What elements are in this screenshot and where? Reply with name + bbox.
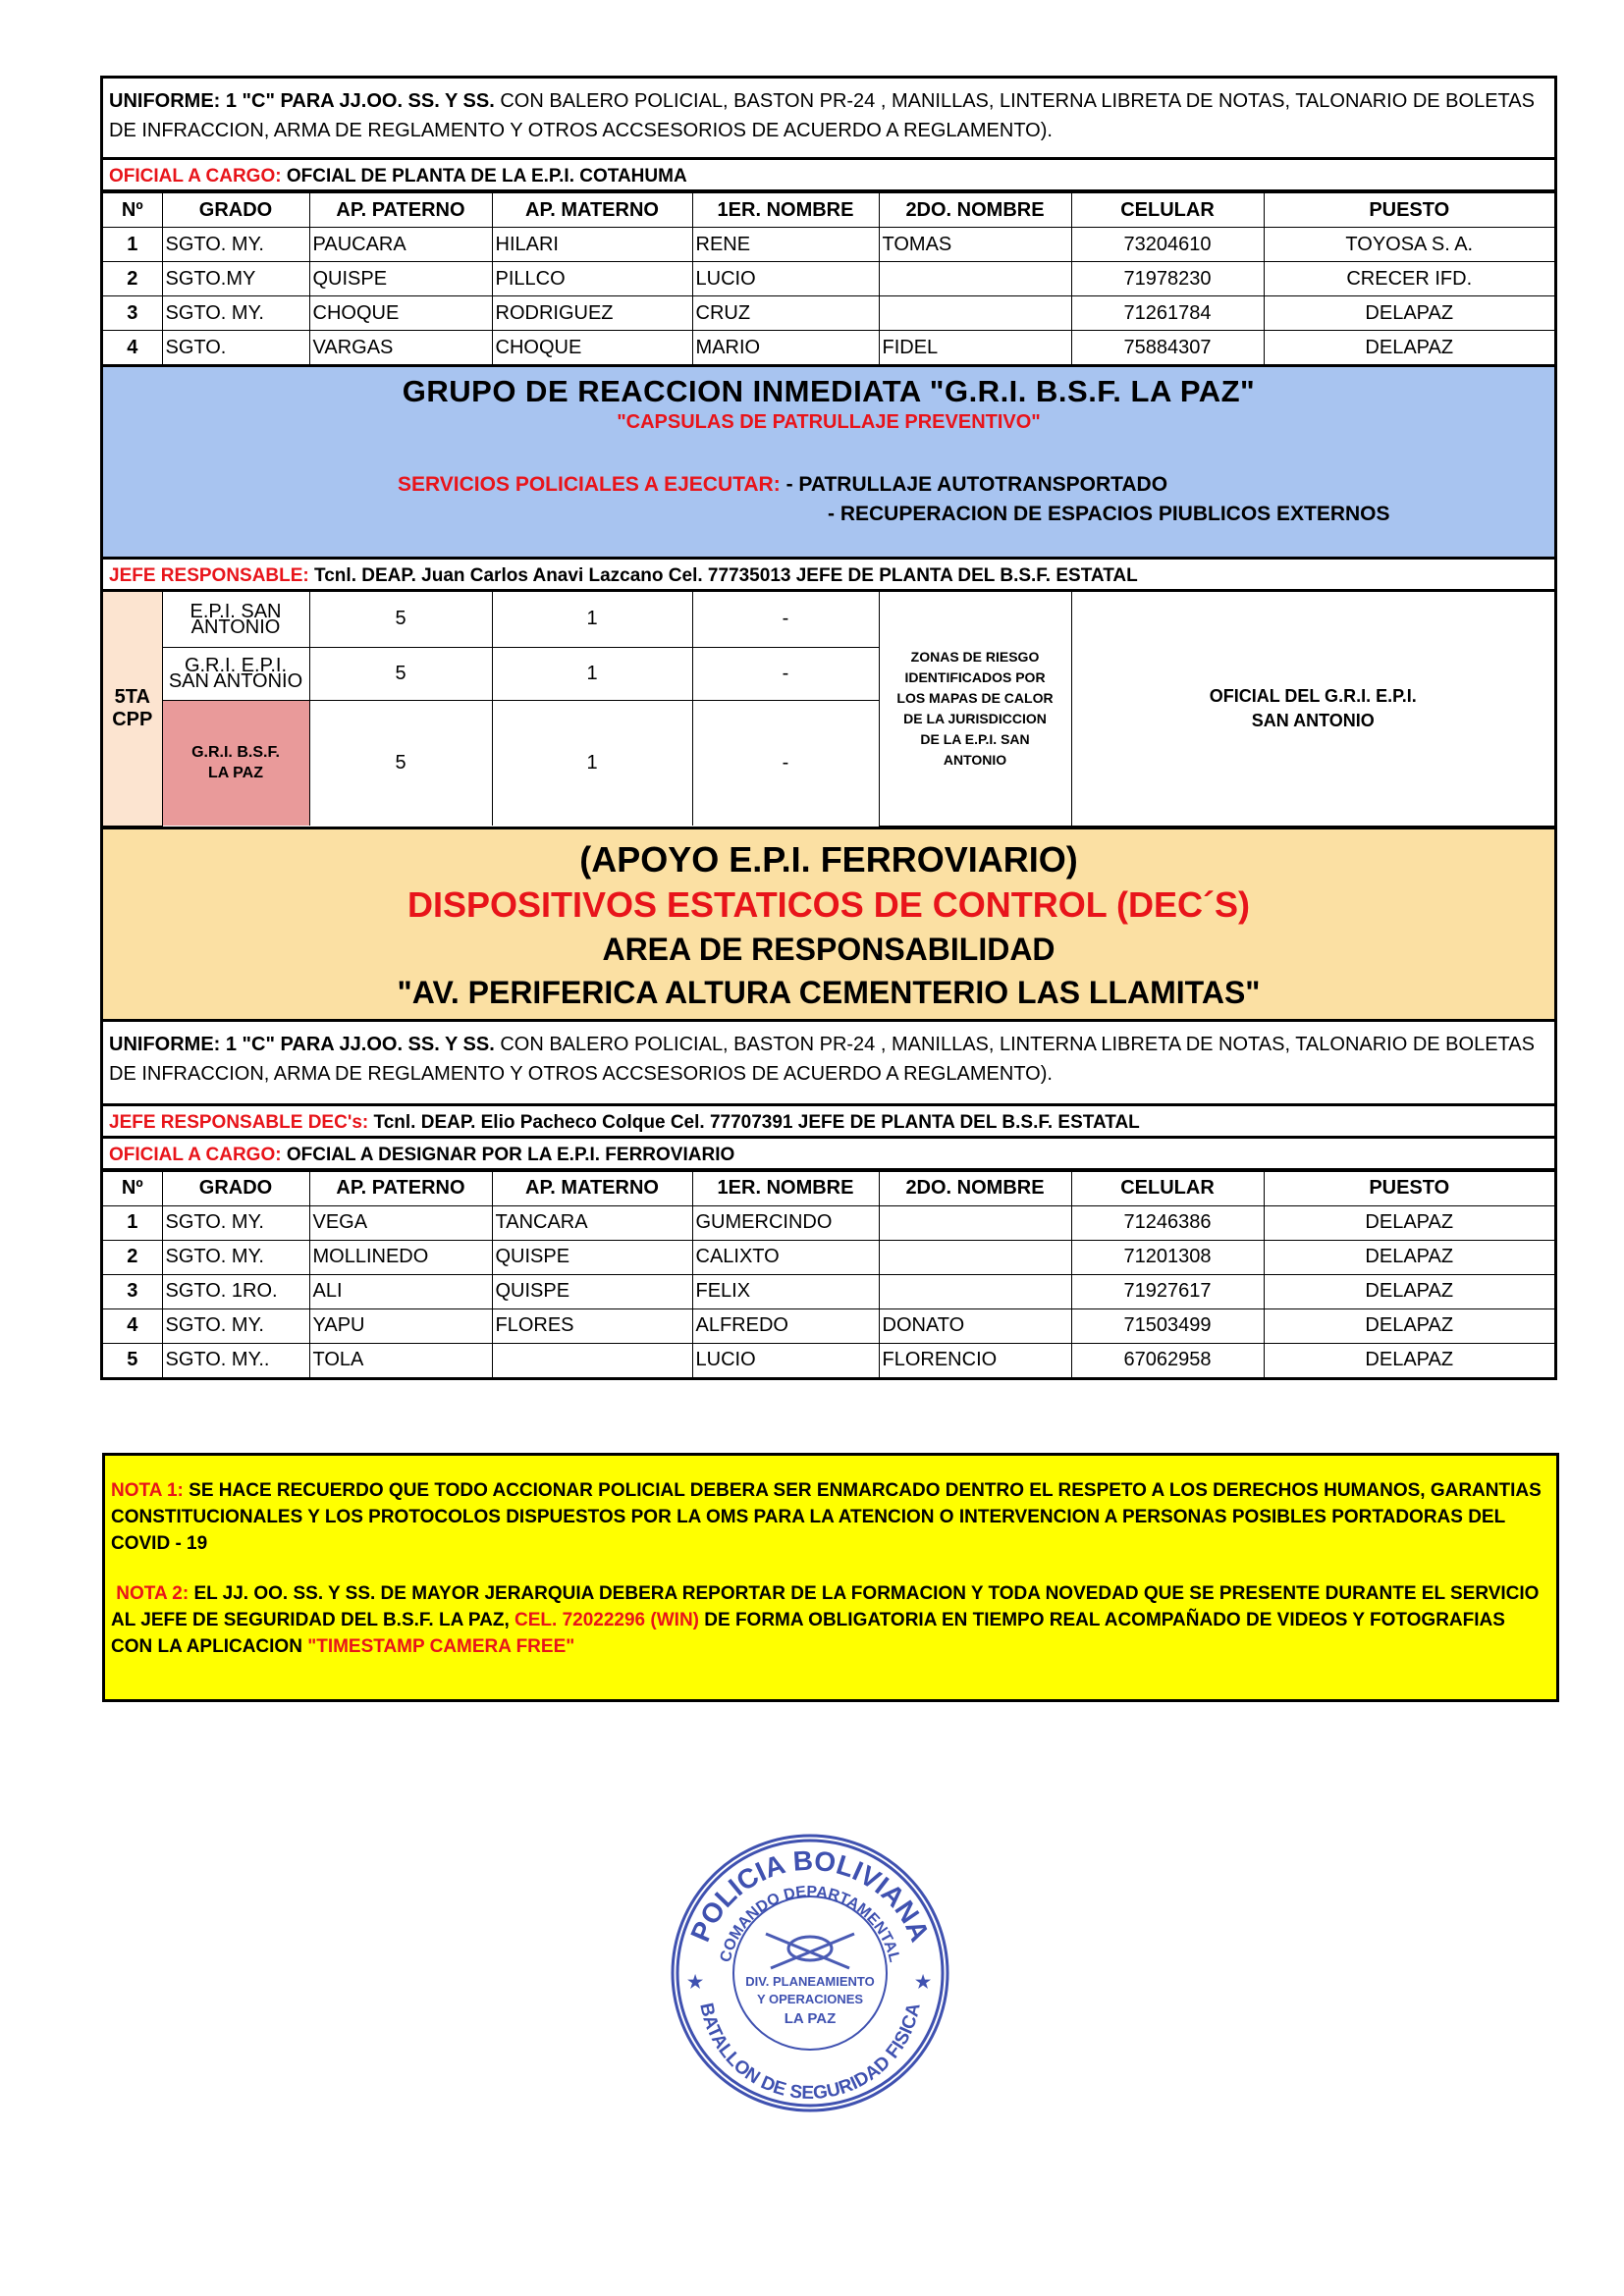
table-row xyxy=(103,1308,1554,1343)
table-cell: YAPU xyxy=(309,1308,492,1343)
column-header: 2DO. NOMBRE xyxy=(879,1171,1071,1205)
officer-line xyxy=(100,160,1557,192)
column-header: AP. PATERNO xyxy=(309,193,492,228)
dec-officer-line xyxy=(100,1139,1557,1171)
dec-support-title: (APOYO E.P.I. FERROVIARIO) xyxy=(579,838,1078,880)
table-cell: GUMERCINDO xyxy=(692,1205,879,1240)
table-cell: MARIO xyxy=(692,331,879,365)
unit-value-c: - xyxy=(692,647,879,700)
table-row xyxy=(103,262,1554,296)
unit-value-b: 1 xyxy=(492,592,692,647)
table-cell: SGTO. xyxy=(162,331,309,365)
table-cell: SGTO. MY. xyxy=(162,1308,309,1343)
unit-name: G.R.I. E.P.I. SAN ANTONIO xyxy=(162,647,309,700)
unit-name: G.R.I. B.S.F. LA PAZ xyxy=(162,700,309,826)
dec-uniform-label: UNIFORME: 1 "C" PARA JJ.OO. SS. Y SS. xyxy=(109,1033,495,1055)
table-cell: SGTO. MY. xyxy=(162,296,309,331)
stamp-bottom-text: BATALLON DE SEGURIDAD FISICA xyxy=(695,2001,925,2105)
gri-officer-cell: OFICIAL DEL G.R.I. E.P.I. SAN ANTONIO xyxy=(1071,592,1554,826)
table-cell: 1 xyxy=(103,1205,162,1240)
table-cell: 3 xyxy=(103,1274,162,1308)
unit-value-b: 1 xyxy=(492,647,692,700)
table-cell: 2 xyxy=(103,1240,162,1274)
column-header: GRADO xyxy=(162,193,309,228)
table-cell: DELAPAZ xyxy=(1264,1343,1554,1377)
table-cell: 2 xyxy=(103,262,162,296)
gri-chief-line xyxy=(100,560,1557,592)
table-cell: SGTO. MY.. xyxy=(162,1343,309,1377)
table-cell: DELAPAZ xyxy=(1264,1240,1554,1274)
note-2-text-b: DE FORMA OBLIGATORIA EN TIEMPO REAL ACOMPAÑADO DE VIDEOS Y FOTOGRAFIAS CON LA APLICACION xyxy=(111,1610,1505,1657)
column-header: PUESTO xyxy=(1264,193,1554,228)
table-cell: 71201308 xyxy=(1071,1240,1264,1274)
table-cell: SGTO. 1RO. xyxy=(162,1274,309,1308)
table-cell: CHOQUE xyxy=(309,296,492,331)
notes-box xyxy=(102,1453,1559,1702)
column-header: AP. PATERNO xyxy=(309,1171,492,1205)
table-header-row xyxy=(103,1171,1554,1205)
table-cell: 5 xyxy=(103,1343,162,1377)
table-cell xyxy=(879,1274,1071,1308)
note-2 xyxy=(111,1580,1550,1660)
gri-chief-label: JEFE RESPONSABLE: xyxy=(109,565,309,586)
staff-table-1 xyxy=(103,192,1554,364)
staff-table-2-wrap xyxy=(100,1171,1557,1380)
cpp-cell: 5TA CPP xyxy=(103,592,162,826)
table-cell: DONATO xyxy=(879,1308,1071,1343)
table-cell: 71261784 xyxy=(1071,296,1264,331)
table-cell: 71927617 xyxy=(1071,1274,1264,1308)
gri-units-table xyxy=(103,592,1554,827)
table-row xyxy=(103,1205,1554,1240)
unit-value-a: 5 xyxy=(309,592,492,647)
note-1-text: SE HACE RECUERDO QUE TODO ACCIONAR POLICIAL DEBERA SER ENMARCADO DENTRO EL RESPETO A LOS DERECHOS HUMANOS, GARANTIAS CONSTITUCIONALES Y LOS PROTOCOLOS DISPUESTOS POR LA OMS PARA LA ATENCION O INTERVENCION A PERSONAS POSIBLES PORTADORAS DEL COVID - 19 xyxy=(111,1480,1542,1554)
unit-value-c: - xyxy=(692,592,879,647)
column-header: 1ER. NOMBRE xyxy=(692,1171,879,1205)
dec-officer-value: OFCIAL A DESIGNAR POR LA E.P.I. FERROVIARIO xyxy=(281,1144,735,1165)
stamp-center-line-3: LA PAZ xyxy=(784,2010,837,2027)
uniform-text: CON BALERO POLICIAL, BASTON PR-24 , MANILLAS, LINTERNA LIBRETA DE NOTAS, TALONARIO DE BOLETAS DE INFRACCION, ARMA DE REGLAMENTO Y OTROS ACCSESORIOS DE ACUERDO A REGLAMENTO). xyxy=(109,90,1535,141)
column-header: AP. MATERNO xyxy=(492,1171,692,1205)
table-cell: ALI xyxy=(309,1274,492,1308)
service-1: - PATRULLAJE AUTOTRANSPORTADO xyxy=(780,473,1168,496)
table-cell: 75884307 xyxy=(1071,331,1264,365)
gri-subtitle: "CAPSULAS DE PATRULLAJE PREVENTIVO" xyxy=(617,411,1041,433)
table-cell: LUCIO xyxy=(692,262,879,296)
table-cell: QUISPE xyxy=(492,1274,692,1308)
table-cell: RENE xyxy=(692,228,879,262)
gri-title: GRUPO DE REACCION INMEDIATA "G.R.I. B.S.F. LA PAZ" xyxy=(402,374,1256,408)
table-row xyxy=(103,1343,1554,1377)
note-2-app: "TIMESTAMP CAMERA FREE" xyxy=(301,1636,575,1657)
note-2-text-a: EL JJ. OO. SS. Y SS. DE MAYOR JERARQUIA DEBERA REPORTAR DE LA FORMACION Y TODA NOVEDAD QUE SE PRESENTE DURANTE EL SERVICIO AL JEFE DE SEGURIDAD DEL B.S.F. LA PAZ, xyxy=(111,1583,1540,1630)
table-cell: PILLCO xyxy=(492,262,692,296)
stamp-inner-text: COMANDO DEPARTAMENTAL xyxy=(717,1883,903,1964)
column-header: 2DO. NOMBRE xyxy=(879,193,1071,228)
services-label: SERVICIOS POLICIALES A EJECUTAR: xyxy=(398,473,781,496)
note-1-label: NOTA 1: xyxy=(111,1480,184,1501)
gri-units-wrap xyxy=(100,592,1557,829)
unit-value-a: 5 xyxy=(309,647,492,700)
staff-table-1-wrap xyxy=(100,192,1557,367)
gri-chief-value: Tcnl. DEAP. Juan Carlos Anavi Lazcano Cel. 77735013 JEFE DE PLANTA DEL B.S.F. ESTATAL xyxy=(308,565,1138,586)
table-cell: DELAPAZ xyxy=(1264,1308,1554,1343)
dec-area-label: AREA DE RESPONSABILIDAD xyxy=(602,931,1056,967)
table-row xyxy=(103,331,1554,365)
table-cell xyxy=(879,1205,1071,1240)
uniform-label: UNIFORME: 1 "C" PARA JJ.OO. SS. Y SS. xyxy=(109,90,495,112)
table-cell: 1 xyxy=(103,228,162,262)
unit-value-a: 5 xyxy=(309,700,492,826)
dec-uniform-text: CON BALERO POLICIAL, BASTON PR-24 , MANILLAS, LINTERNA LIBRETA DE NOTAS, TALONARIO DE BOLETAS DE INFRACCION, ARMA DE REGLAMENTO Y OTROS ACCSESORIOS DE ACUERDO A REGLAMENTO). xyxy=(109,1033,1535,1085)
table-cell xyxy=(879,296,1071,331)
column-header: Nº xyxy=(103,1171,162,1205)
table-cell: MOLLINEDO xyxy=(309,1240,492,1274)
column-header: PUESTO xyxy=(1264,1171,1554,1205)
column-header: CELULAR xyxy=(1071,1171,1264,1205)
table-cell: SGTO. MY. xyxy=(162,1205,309,1240)
dec-chief-value: Tcnl. DEAP. Elio Pacheco Colque Cel. 77707391 JEFE DE PLANTA DEL B.S.F. ESTATAL xyxy=(368,1111,1140,1133)
officer-label: OFICIAL A CARGO: xyxy=(109,166,282,187)
table-cell: TANCARA xyxy=(492,1205,692,1240)
column-header: CELULAR xyxy=(1071,193,1264,228)
table-cell: DELAPAZ xyxy=(1264,331,1554,365)
table-row xyxy=(103,1240,1554,1274)
dec-uniform-note xyxy=(100,1022,1557,1106)
table-header-row xyxy=(103,193,1554,228)
note-2-phone: CEL. 72022296 (WIN) xyxy=(509,1610,699,1630)
table-cell: DELAPAZ xyxy=(1264,1274,1554,1308)
unit-value-b: 1 xyxy=(492,700,692,826)
table-cell: ALFREDO xyxy=(692,1308,879,1343)
table-cell: QUISPE xyxy=(492,1240,692,1274)
table-cell: FLORES xyxy=(492,1308,692,1343)
table-cell: SGTO.MY xyxy=(162,262,309,296)
gri-banner xyxy=(100,367,1557,560)
table-row xyxy=(103,296,1554,331)
table-cell: LUCIO xyxy=(692,1343,879,1377)
table-cell: 67062958 xyxy=(1071,1343,1264,1377)
police-seal-stamp xyxy=(668,1831,952,2115)
dec-chief-line xyxy=(100,1106,1557,1139)
table-cell: DELAPAZ xyxy=(1264,296,1554,331)
table-cell: 71978230 xyxy=(1071,262,1264,296)
table-cell: PAUCARA xyxy=(309,228,492,262)
table-row xyxy=(103,228,1554,262)
table-cell xyxy=(879,262,1071,296)
table-cell: CALIXTO xyxy=(692,1240,879,1274)
stamp-outer-text: POLICIA BOLIVIANA xyxy=(684,1844,936,1947)
crossed-rifles-icon xyxy=(766,1934,854,1968)
note-2-label: NOTA 2: xyxy=(116,1583,189,1604)
table-cell xyxy=(879,1240,1071,1274)
table-cell: 3 xyxy=(103,296,162,331)
dec-banner xyxy=(100,829,1557,1022)
table-cell: QUISPE xyxy=(309,262,492,296)
table-cell: DELAPAZ xyxy=(1264,1205,1554,1240)
stamp-star-icon: ★ xyxy=(687,1972,704,1992)
uniform-note xyxy=(100,76,1557,160)
table-cell: VARGAS xyxy=(309,331,492,365)
service-2: - RECUPERACION DE ESPACIOS PIUBLICOS EXTERNOS xyxy=(828,503,1390,525)
table-cell: HILARI xyxy=(492,228,692,262)
column-header: Nº xyxy=(103,193,162,228)
stamp-center-line-2: Y OPERACIONES xyxy=(756,1992,864,2006)
dec-title: DISPOSITIVOS ESTATICOS DE CONTROL (DEC´S) xyxy=(406,883,1251,925)
dec-officer-label: OFICIAL A CARGO: xyxy=(109,1144,282,1165)
table-cell: RODRIGUEZ xyxy=(492,296,692,331)
table-cell: 4 xyxy=(103,1308,162,1343)
table-cell: TOLA xyxy=(309,1343,492,1377)
table-row xyxy=(103,1274,1554,1308)
order-sheet xyxy=(100,76,1557,1380)
column-header: GRADO xyxy=(162,1171,309,1205)
table-cell: FIDEL xyxy=(879,331,1071,365)
services-list xyxy=(398,470,1390,529)
table-cell: 71503499 xyxy=(1071,1308,1264,1343)
table-cell: VEGA xyxy=(309,1205,492,1240)
table-cell: 73204610 xyxy=(1071,228,1264,262)
risk-zones-cell: ZONAS DE RIESGO IDENTIFICADOS POR LOS MAPAS DE CALOR DE LA JURISDICCION DE LA E.P.I. SAN ANTONIO xyxy=(879,592,1071,826)
table-cell: 71246386 xyxy=(1071,1205,1264,1240)
table-cell: FELIX xyxy=(692,1274,879,1308)
officer-value: OFCIAL DE PLANTA DE LA E.P.I. COTAHUMA xyxy=(281,166,687,187)
stamp-star-icon: ★ xyxy=(915,1972,932,1992)
table-cell: 4 xyxy=(103,331,162,365)
table-cell: TOYOSA S. A. xyxy=(1264,228,1554,262)
dec-chief-label: JEFE RESPONSABLE DEC's: xyxy=(109,1111,369,1133)
table-cell: SGTO. MY. xyxy=(162,228,309,262)
table-cell: CRECER IFD. xyxy=(1264,262,1554,296)
staff-table-2 xyxy=(103,1171,1554,1377)
column-header: AP. MATERNO xyxy=(492,193,692,228)
note-1 xyxy=(111,1477,1550,1557)
table-cell: FLORENCIO xyxy=(879,1343,1071,1377)
dec-area-value: "AV. PERIFERICA ALTURA CEMENTERIO LAS LLAMITAS" xyxy=(397,974,1261,1010)
unit-name: E.P.I. SAN ANTONIO xyxy=(162,592,309,647)
unit-value-c: - xyxy=(692,700,879,826)
table-cell: TOMAS xyxy=(879,228,1071,262)
column-header: 1ER. NOMBRE xyxy=(692,193,879,228)
table-cell: SGTO. MY. xyxy=(162,1240,309,1274)
table-cell xyxy=(492,1343,692,1377)
table-cell: CRUZ xyxy=(692,296,879,331)
stamp-center-line-1: DIV. PLANEAMIENTO xyxy=(745,1974,875,1989)
table-cell: CHOQUE xyxy=(492,331,692,365)
